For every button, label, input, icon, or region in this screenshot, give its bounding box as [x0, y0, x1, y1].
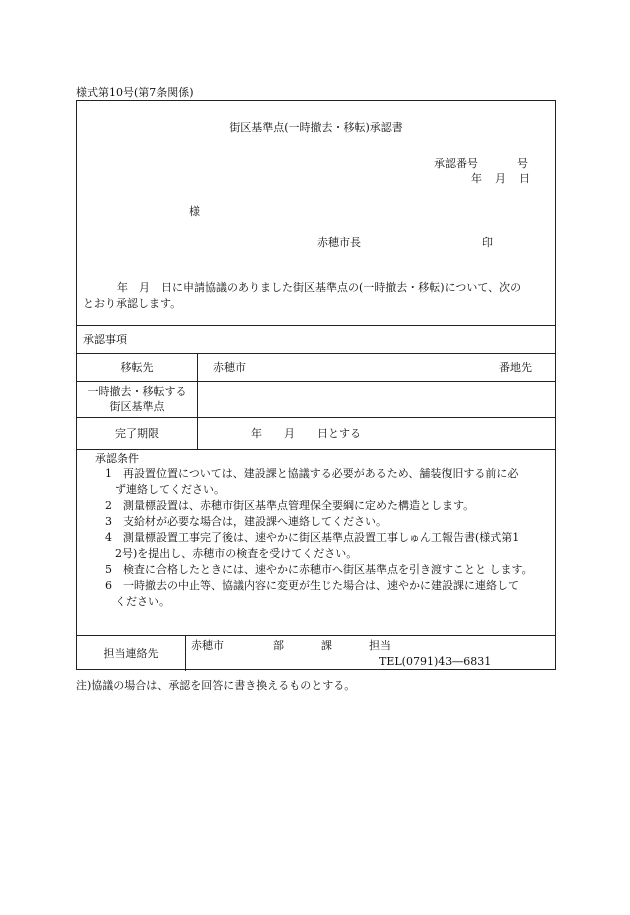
- condition-line: 3 支給材が必要な場合は，建設課へ連絡してください。: [105, 515, 387, 528]
- row-column-divider: [197, 353, 198, 449]
- body-text-line-1: 年 月 日に申請協議のありました街区基準点の(一時撤去・移転)について、次の: [117, 281, 522, 294]
- date-year: 年: [471, 172, 482, 185]
- condition-line: 2号)を提出し、赤穂市の検査を受けてください。: [115, 547, 358, 560]
- divider-2: [77, 353, 555, 354]
- contact-column-divider: [185, 635, 186, 671]
- seal-mark: 印: [482, 236, 493, 249]
- condition-line: ず連絡してください。: [115, 483, 225, 496]
- divider-5: [77, 449, 555, 450]
- divider-1: [77, 325, 555, 326]
- divider-3: [77, 381, 555, 382]
- body-text-line-2: とおり承認します。: [83, 297, 182, 310]
- relocation-label: 移転先: [120, 361, 154, 374]
- condition-line: 2 測量標設置は、赤穂市街区基準点管理保全要綱に定めた構造とします。: [105, 499, 475, 512]
- condition-line: 5 検査に合格したときには、速やかに赤穂市へ街区基準点を引き渡すことと します。: [105, 563, 533, 576]
- divider-4: [77, 417, 555, 418]
- contact-telephone: TEL(0791)43―6831: [379, 655, 492, 668]
- contact-person: 担当: [369, 639, 391, 652]
- condition-line: 6 一時撤去の中止等、協議内容に変更が生じた場合は、速やかに建設課に連絡して: [105, 579, 519, 592]
- issuer-name: 赤穂市長: [317, 236, 361, 249]
- section-heading: 承認事項: [83, 333, 127, 346]
- approval-number-suffix: 号: [517, 157, 528, 170]
- contact-city: 赤穂市: [191, 639, 224, 652]
- document-title: 街区基準点(一時撤去・移転)承認書: [229, 121, 403, 134]
- form-number-label: 様式第10号(第7条関係): [76, 86, 194, 99]
- condition-line: ください。: [115, 595, 170, 608]
- deadline-value: 年 月 日とする: [251, 427, 361, 440]
- approval-number-label: 承認番号: [434, 157, 478, 170]
- relocation-suffix: 番地先: [499, 361, 532, 374]
- conditions-heading: 承認条件: [95, 452, 139, 465]
- condition-line: 1 再設置位置については、建設課と協議する必要があるため、舗装復旧する前に必: [105, 467, 519, 480]
- contact-department: 部: [273, 639, 284, 652]
- divider-6: [77, 635, 555, 636]
- date-month: 月: [495, 172, 506, 185]
- date-day: 日: [519, 172, 530, 185]
- footnote: 注)協議の場合は、承認を回答に書き換えるものとする。: [76, 679, 356, 692]
- points-label-line-2: 街区基準点: [109, 400, 165, 413]
- contact-section: 課: [321, 639, 332, 652]
- contact-label: 担当連絡先: [103, 647, 159, 660]
- points-label-line-1: 一時撤去・移転する: [87, 385, 187, 398]
- deadline-label: 完了期限: [115, 427, 159, 440]
- condition-line: 4 測量標設置工事完了後は、速やかに街区基準点設置工事しゅん工報告書(様式第1: [105, 531, 520, 544]
- relocation-city: 赤穂市: [213, 361, 246, 374]
- approval-form-frame: [76, 100, 556, 670]
- addressee-suffix: 様: [189, 205, 200, 218]
